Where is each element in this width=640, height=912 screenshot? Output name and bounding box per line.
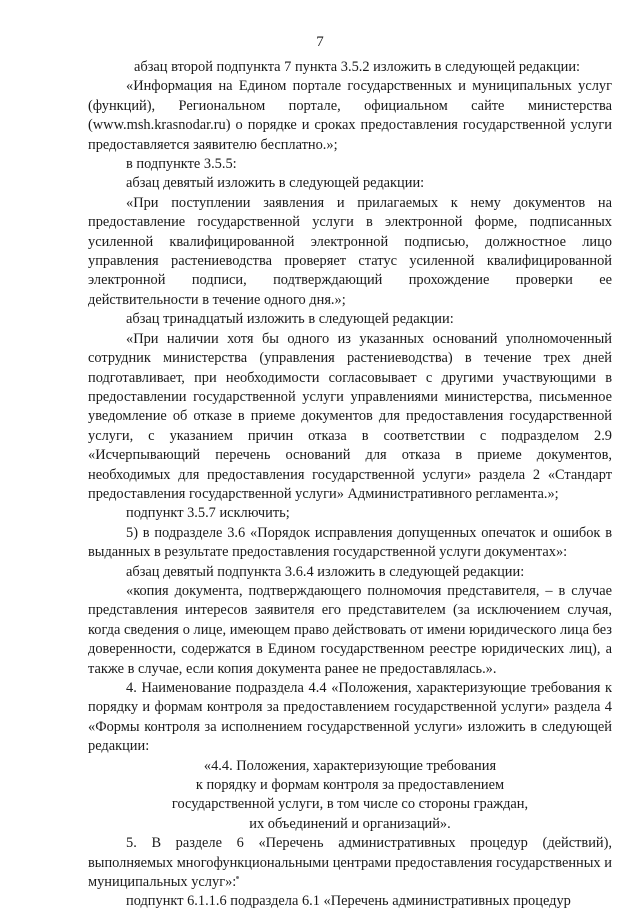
heading-line: государственной услуги, в том числе со стороны граждан,: [171, 796, 529, 813]
paragraph: абзац девятый подпункта 3.6.4 изложить в следующей редакции:: [126, 563, 525, 580]
paragraph: абзац тринадцатый изложить в следующей редакции:: [126, 311, 454, 328]
scan-speck: [236, 876, 239, 879]
paragraph: 4. Наименование подраздела 4.4 «Положения, характеризующие требования к порядку и формам контроля за предоставлением государственной услуги» раздела 4 «Формы контроля за исполнением государственной услуги» изложить в следующей редакции:: [88, 680, 612, 755]
paragraph: 5) в подразделе 3.6 «Порядок исправления допущенных опечаток и ошибок в выданных в результате предоставления государственной услуги документах»:: [88, 524, 612, 561]
paragraph: «При поступлении заявления и прилагаемых к нему документов на предоставление государственной услуги в электронной форме, подписанных усиленной квалифицированной электронной подписью, должностное лицо управления растениеводства проверяет статус усиленной квалифицированной электронной подписи, подтверждающий прохождение проверки ее действительности в течение одного дня.»;: [88, 194, 612, 308]
paragraph: в подпункте 3.5.5:: [126, 156, 237, 173]
paragraph: абзац девятый изложить в следующей редакции:: [126, 175, 425, 192]
quoted-heading: [88, 757, 612, 835]
paragraph: абзац второй подпункта 7 пункта 3.5.2 изложить в следующей редакции:: [134, 59, 581, 75]
heading-line: «4.4. Положения, характеризующие требования: [203, 757, 497, 774]
paragraph: «При наличии хотя бы одного из указанных оснований уполномоченный сотрудник министерства (управления растениеводства) в течение трех дней подготавливает, при необходимости согласовывает с другими участвующими в предоставлении государственной услуги управлениями министерства, письменное уведомление об отказе в приеме документов для предоставления государственной услуги, с указанием причин отказа в соответствии с подразделом 2.9 «Исчерпывающий перечень оснований для отказа в приеме документов, необходимых для предоставления государственной услуги» раздела 2 «Стандарт предоставления государственной услуги» Административного регламента.»;: [88, 330, 612, 502]
paragraph: «копия документа, подтверждающего полномочия представителя, – в случае представления интересов заявителя его представителем (за исключением случая, когда сведения о лице, имеющем право действовать от имени юридического лица без доверенности, содержатся в Едином государственном реестре юридических лиц), а также в случае, если копия документа ранее не предоставлялась.».: [88, 582, 612, 677]
heading-line: их объединений и организаций».: [249, 815, 451, 832]
page-number: 7: [316, 34, 324, 50]
paragraph: «Информация на Едином портале государственных и муниципальных услуг (функций), Региональном портале, официальном сайте министерства (www.msh.krasnodar.ru) о порядке и сроках предоставления государственной услуги предоставляется заявителю бесплатно.»;: [88, 78, 612, 153]
paragraph: подпункт 3.5.7 исключить;: [126, 505, 290, 522]
paragraph: подпункт 6.1.1.6 подраздела 6.1 «Перечень административных процедур: [126, 893, 571, 910]
paragraph: 5. В разделе 6 «Перечень административных процедур (действий), выполняемых многофункциональными центрами предоставления государственных и муниципальных услуг»:: [88, 835, 612, 891]
heading-line: к порядку и формам контроля за предоставлением: [195, 777, 505, 794]
document-body: [88, 58, 612, 912]
